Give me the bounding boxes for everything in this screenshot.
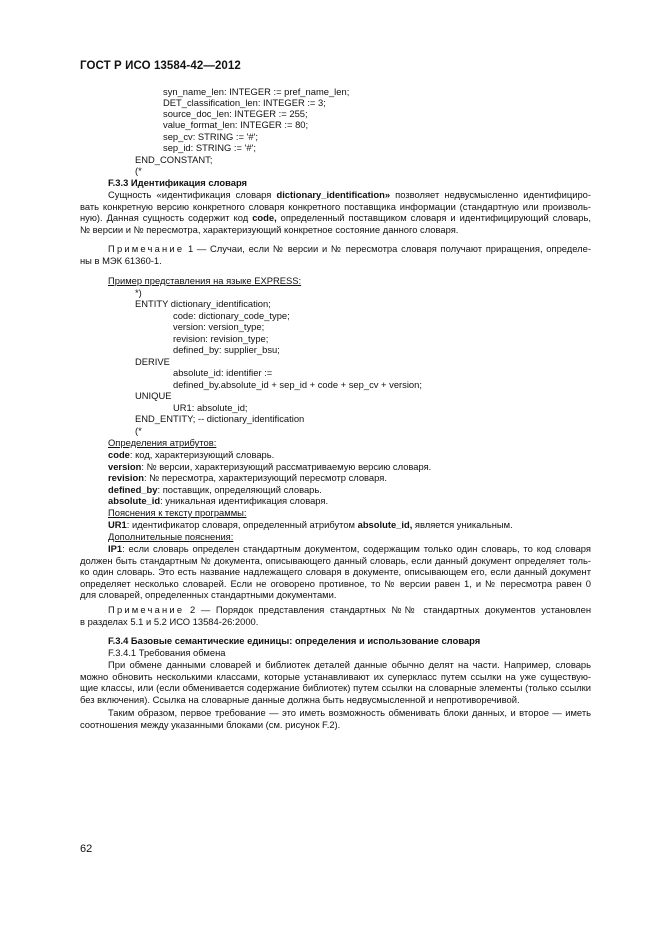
text-run: : № пересмотра, характеризующий пересмотр словаря.	[143, 472, 387, 483]
text-run: определенный поставщиком словаря и идентифицирующий словарь,	[276, 212, 591, 223]
paragraph-line: При обмене данными словарей и библиотек деталей данные обычно делят на части. Например, словарь	[108, 659, 591, 670]
term: revision	[108, 472, 144, 483]
paragraph-line: можно обновить несколькими классами, которые устанавливают их суперкласс путем ссылки на уже существую-	[80, 670, 591, 682]
code-line: *)	[135, 287, 142, 298]
text-run: : № версии, характеризующий рассматриваемую версию словаря.	[141, 461, 432, 472]
program-note	[108, 519, 513, 531]
document-header: ГОСТ Р ИСО 13584-42—2012	[80, 60, 241, 72]
attr-defs-title: Определения атрибутов:	[108, 437, 217, 448]
text-run: позволяет недвусмысленно идентифициро-	[390, 189, 591, 200]
paragraph-line: вать конкретную версию конкретного словаря конкретного поставщика информации (стандартную или произволь-	[80, 200, 591, 212]
term: code	[108, 449, 130, 460]
program-notes-title: Пояснения к тексту программы:	[108, 507, 247, 518]
code-line: code: dictionary_code_type;	[173, 310, 290, 321]
code-line: sep_cv: STRING := '#';	[163, 131, 259, 142]
paragraph	[80, 659, 591, 705]
code-line: defined_by: supplier_bsu;	[173, 344, 280, 355]
paragraph-line: без включения). Ссылка на словарные данные должна быть недвусмысленной и непротиворечивой.	[80, 693, 520, 705]
text-run: ную). Данная сущность содержит код	[80, 212, 253, 223]
paragraph-line: для словарей, определенных стандартными документами.	[80, 589, 337, 600]
attr-def	[108, 449, 274, 461]
attr-def	[108, 461, 431, 473]
code-line: UNIQUE	[135, 390, 172, 401]
paragraph-line: должен быть стандартным № документа, описывающего данный словарь, если данный документ определяет толь-	[80, 554, 591, 566]
page-number: 62	[80, 843, 93, 855]
example-title: Пример представления на языке EXPRESS:	[108, 275, 302, 286]
note-line: в разделах 5.1 и 5.2 ИСО 13584-26:2000.	[80, 615, 259, 627]
term: dictionary_identification»	[276, 189, 391, 200]
subsection-heading: F.3.4.1 Требования обмена	[108, 647, 226, 658]
text-run: : уникальная идентификация словаря.	[160, 495, 329, 506]
text-run: : если словарь определен стандартным документом, содержащим только один словарь, то код словаря	[122, 543, 591, 554]
text-run: является уникальным.	[412, 519, 513, 530]
term: absolute_id	[108, 495, 161, 506]
term: code,	[252, 212, 277, 223]
note-label: Примечание	[108, 243, 185, 254]
code-line: (*	[135, 425, 142, 436]
code-line: (*	[135, 165, 142, 176]
ip1-paragraph	[80, 543, 591, 601]
code-line: DERIVE	[135, 356, 170, 367]
text-run: 1 — Случаи, если № версии и № пересмотра словаря получают приращения, определе-	[184, 243, 591, 254]
paragraph-line: определяет несколько словарей. Если не оговорено противное, то № версии равен 1, и № пересмотра равен 0	[80, 577, 591, 589]
attr-def	[108, 484, 322, 496]
attr-def	[108, 495, 328, 507]
paragraph-line	[80, 543, 591, 555]
code-line: DET_classification_len: INTEGER := 3;	[163, 97, 326, 108]
code-line: defined_by.absolute_id + sep_id + code + sep_cv + version;	[173, 379, 422, 390]
note-line	[80, 243, 591, 255]
section-heading: F.3.4 Базовые семантические единицы: определения и использование словаря	[108, 635, 481, 646]
text-run: 2 — Порядок представления стандартных №№ стандартных документов установлен	[184, 604, 591, 615]
code-line: source_doc_len: INTEGER := 255;	[163, 108, 308, 119]
text-run: : поставщик, определяющий словарь.	[157, 484, 322, 495]
term: defined_by	[108, 484, 158, 495]
note-line: ны в МЭК 61360-1.	[80, 254, 162, 266]
code-line: version: version_type;	[173, 321, 265, 332]
note-1	[80, 243, 591, 266]
paragraph-line	[80, 212, 591, 224]
code-line: revision: revision_type;	[173, 333, 269, 344]
code-line: END_ENTITY; -- dictionary_identification	[135, 413, 305, 424]
term: absolute_id,	[357, 519, 413, 530]
code-line: sep_id: STRING := '#';	[163, 142, 256, 153]
paragraph-line	[80, 189, 591, 201]
code-line: UR1: absolute_id;	[173, 402, 248, 413]
paragraph-line: Таким образом, первое требование — это иметь возможность обменивать блоки данных, и второе — иметь	[108, 707, 591, 718]
paragraph	[80, 707, 591, 730]
note-2	[80, 604, 591, 627]
note-line	[80, 604, 591, 616]
text-run: Сущность «идентификация словаря	[108, 189, 277, 200]
paragraph-line: соотношения между указанными блоками (см. рисунок F.2).	[80, 718, 341, 730]
text-run: : идентификатор словаря, определенный атрибутом	[126, 519, 358, 530]
code-line: END_CONSTANT;	[135, 154, 213, 165]
term: IP1	[108, 543, 123, 554]
note-label: Примечание	[108, 604, 185, 615]
code-line: ENTITY dictionary_identification;	[135, 298, 271, 309]
extra-notes-title: Дополнительные пояснения:	[108, 531, 234, 542]
term: version	[108, 461, 142, 472]
code-line: syn_name_len: INTEGER := pref_name_len;	[163, 86, 350, 97]
text-run: : код, характеризующий словарь.	[129, 449, 275, 460]
code-line: value_format_len: INTEGER := 80;	[163, 119, 309, 130]
term: UR1	[108, 519, 127, 530]
paragraph-line: ко один словарь. Это есть название надлежащего словаря в документе, описывающем его, если данный документ	[80, 566, 591, 577]
paragraph-line: № версии и № пересмотра, характеризующий конкретное состояние данного словаря.	[80, 223, 459, 235]
paragraph-line: щие классы, или (если обменивается содержание библиотек) путем ссылки на словарные элементы (только ссылки	[80, 682, 591, 693]
attr-def	[108, 472, 387, 484]
code-line: absolute_id: identifier :=	[173, 367, 273, 378]
section-heading: F.3.3 Идентификация словаря	[108, 177, 248, 188]
paragraph	[80, 189, 591, 235]
